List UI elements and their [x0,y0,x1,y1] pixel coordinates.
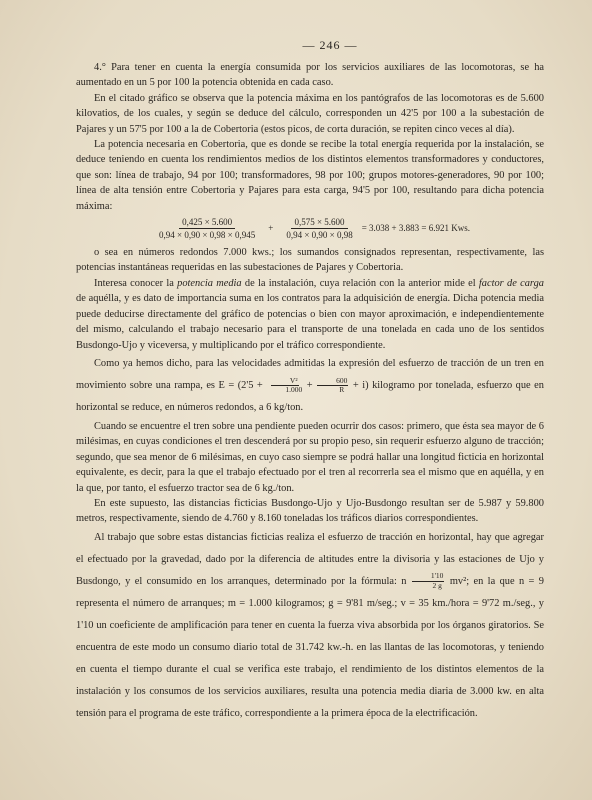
p9-fraction [412,572,445,590]
paragraph-6 [76,353,544,419]
p5-text-3: de aquélla, y es dato de importancia suma en los contratos para la adquisición de energía. Dicha potencia media puede deducirse directamente del gráfico de potencias o bien con mayor aproximación, e independientemente del mismo, calculando el trabajo necesario para el transporte de una tonelada en cada uno de los sentidos Busdongo-Ujo y viceversa, y multiplicando por el tráfico correspondiente. [76,293,544,351]
p5-text-2: de la instalación, cuya relación con la anterior mide el [241,277,479,289]
paragraph-3: La potencia necesaria en Cobertoria, que es donde se recibe la total energía requerida por la instalación, se deduce teniendo en cuenta los rendimientos medios de los distintos elementos transformadores y conductores, que son: línea de trabajo, 94 por 100; transformadores, 98 por 100; grupos motores-generadores, 90 por 100; línea de alta tensión entre Cobertoria y Pajares para esta carga, 94'5 por 100, resultando para dicha potencia máxima: [76,139,544,212]
paragraph-2: En el citado gráfico se observa que la potencia máxima en los pantógrafos de las locomotoras es de 5.600 kilovatios, de los cuales, y según se deduce del cálculo, corresponden un 42'5 por 100 a la subestación de Pajares y un 57'5 por 100 a la de Cobertoria (estos picos, de corta duración, se repiten cinco veces al día). [76,92,544,135]
p9-text-2: mv²; en la que n = 9 representa el número de arranques; m = 1.000 kilogramos; g = 9'81 m/seg.; v = 35 km./hora = 9'72 m./seg., y 1'10 un coeficiente de amplificación para tener en cuenta la fuerza viva absorbida por los órganos giratorios. Se encuentra de este modo un consumo diario total de 31.742 kw.-h. en las llantas de las locomotoras, y teniendo en cuenta el tiempo durante el cual se verifica este trabajo, el rendimiento de los distintos elementos de la instalación y los consumos de los servicios auxiliares, resulta una potencia media diaria de 3.000 kw. en alta tensión para el programa de este tráfico, correspondiente a la primera época de la electrificación. [76,575,544,719]
p6-fraction-v2 [267,377,302,395]
fraction-1-numerator: 0,425 × 5.600 [179,217,235,229]
paragraph-7: Cuando se encuentre el tren sobre una pendiente pueden ocurrir dos casos: primero, que ésta sea mayor de 6 milésimas, en cuyas condiciones el tren descenderá por su propio peso, sin requerir esfuerzo alguno de tracción; segundo, que sea menor de 6 milésimas, en cuyo caso siempre se podrá hallar una longitud ficticia en horizontal equivalente, es decir, para la que el trabajo efectuado por el tren al recorrerla sea el mismo que en aquélla, y en la que, por tanto, el esfuerzo tractor sea de 6 kg./ton. [76,420,544,494]
paragraph-5 [76,276,544,353]
paragraph-8: En este supuesto, las distancias ficticias Busdongo-Ujo y Ujo-Busdongo resultan ser de 5.987 y 59.800 metros, respectivamente, siendo de 4.760 y 8.160 toneladas los tráficos diarios correspondientes. [76,497,544,525]
p9-f-den: 2 g [432,580,442,590]
power-formula [76,214,544,244]
formula-result: = 3.038 + 3.883 = 6.921 Kws. [361,223,470,234]
p6-f1-num: V² [271,377,299,387]
p6-plus: + [306,379,313,391]
p6-fraction-600-r [317,377,348,395]
p6-text-2: + i) kilogramo por tonelada, esfuerzo que en horizontal se reduce, en números redondos, a 6 kg/ton. [76,379,544,413]
p6-f2-den: R [339,385,345,395]
p6-text-1: Como ya hemos dicho, para las velocidades admitidas la expresión del esfuerzo de tracción de un tren en movimiento sobre una rampa, es E = (2'5 + [76,357,544,391]
p6-f2-num: 600 [317,377,348,387]
fraction-1-denominator: 0,94 × 0,90 × 0,98 × 0,945 [159,230,256,241]
formula-plus: + [268,223,274,234]
formula-fraction-2 [283,217,355,241]
fraction-2-denominator: 0,94 × 0,90 × 0,98 [286,230,353,241]
paragraph-1: 4.° Para tener en cuenta la energía consumida por los servicios auxiliares de las locomotoras, se ha aumentado en un 5 por 100 la potencia obtenida en cada caso. [76,62,544,89]
paragraph-4: o sea en números redondos 7.000 kws.; los sumandos consignados representan, respectivamente, las potencias instantáneas requeridas en las subestaciones de Pajares y Cobertoria. [76,247,544,274]
formula-fraction-1 [156,217,258,241]
page-number: — 246 — [302,38,358,52]
fraction-2-numerator: 0,575 × 5.600 [291,217,347,229]
p9-text-1: Al trabajo que sobre estas distancias ficticias realiza el esfuerzo de tracción en horizontal, hay que agregar el efectuado por la gravedad, dado por la diferencia de altitudes entre la divisoria y las estaciones de Ujo y Busdongo, y el consumido en los arranques, determinado por la fórmula: n [76,531,544,587]
body-text [76,60,544,725]
p6-f1-den: 1.000 [285,385,303,395]
p5-text-1: Interesa conocer la [94,277,178,289]
p5-italic-potencia-media: potencia media [177,277,242,289]
p5-italic-factor-de-carga: factor de carga [478,277,544,289]
paragraph-9 [76,527,544,725]
p9-f-num: 1'10 [412,572,445,582]
